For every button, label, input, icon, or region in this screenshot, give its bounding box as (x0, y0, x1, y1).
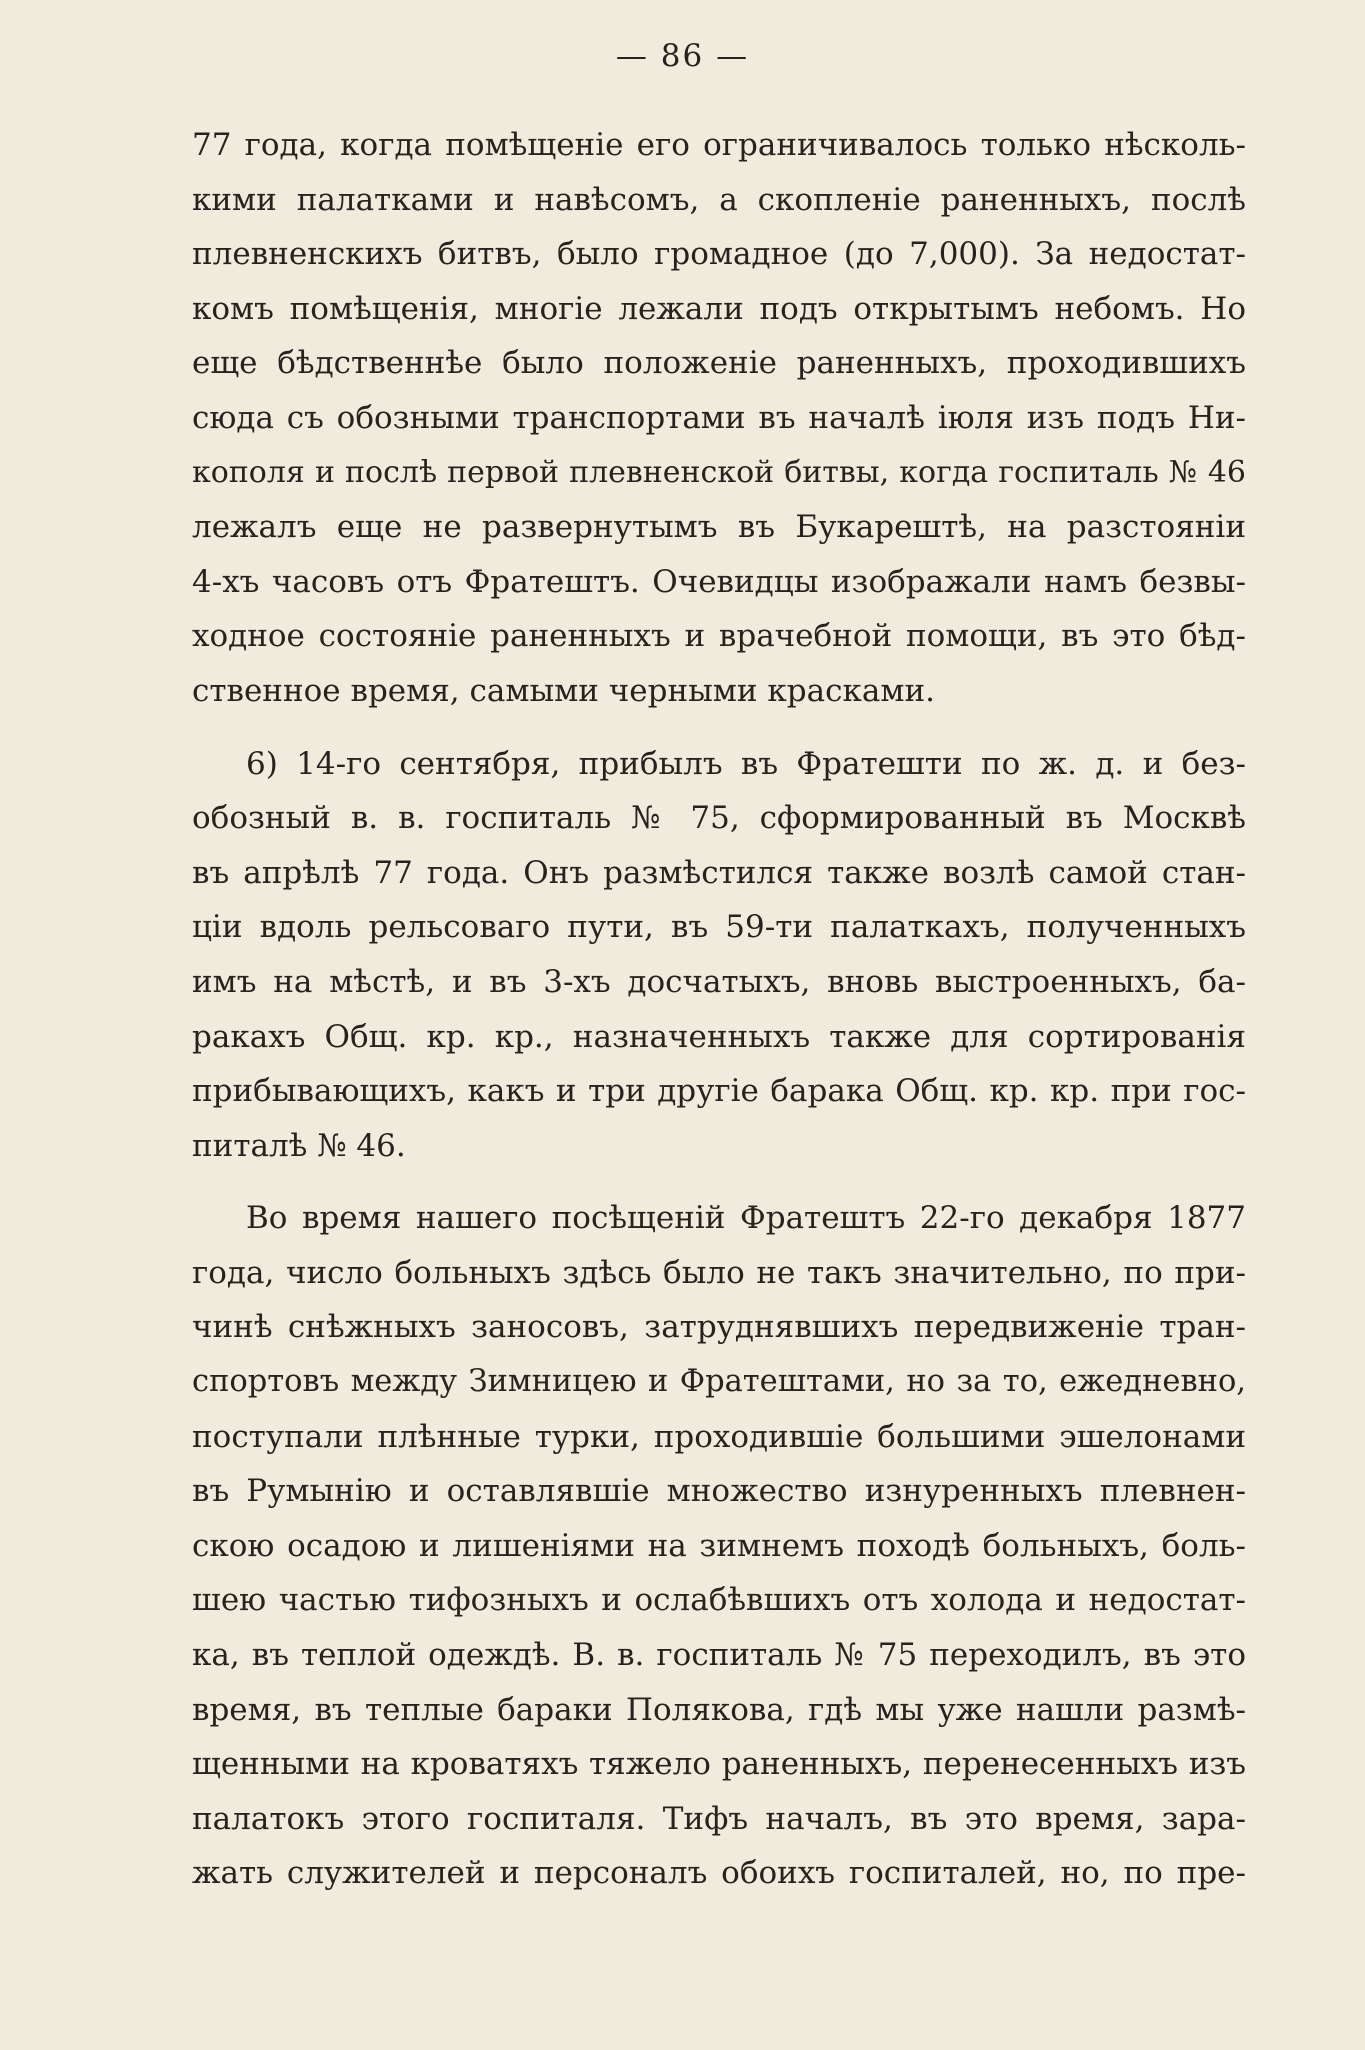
text-line: ціи вдоль рельсоваго пути, въ 59-ти палаткахъ, полученныхъ (192, 909, 1246, 946)
body-text (192, 118, 1246, 1901)
text-line: 77 года, когда помѣщеніе его ограничивалось только нѣсколь- (192, 127, 1246, 163)
text-line: прибывающихъ, какъ и три другіе барака Общ. кр. кр. при гос- (192, 1073, 1246, 1110)
paragraph-1 (192, 118, 1246, 719)
text-line: палатокъ этого госпиталя. Тифъ началъ, въ это время, зара- (192, 1800, 1246, 1837)
text-line: плевненскихъ битвъ, было громадное (до 7,000). За недостат- (192, 236, 1246, 273)
text-line: ракахъ Общ. кр. кр., назначенныхъ также для сортированія (192, 1018, 1246, 1055)
text-line: питалѣ № 46. (192, 1127, 406, 1164)
text-line: ка, въ теплой одеждѣ. В. в. госпиталь № 75 переходилъ, въ это (192, 1637, 1246, 1674)
text-line: ственное время, самыми черными красками. (192, 672, 935, 709)
text-line: еще бѣдственнѣе было положеніе раненныхъ, проходившихъ (192, 345, 1246, 382)
text-line: года, число больныхъ здѣсь было не такъ значительно, по при- (192, 1254, 1246, 1291)
text-line: 6) 14-го сентября, прибылъ въ Фратешти по ж. д. и без- (246, 745, 1246, 782)
text-line: жать служителей и персоналъ обоихъ госпиталей, но, по пре- (192, 1855, 1246, 1892)
text-line: обозный в. в. госпиталь № 75, сформированный въ Москвѣ (192, 800, 1246, 837)
paragraph-3 (192, 1191, 1246, 1901)
text-line: поступали плѣнные турки, проходившіе большими эшелонами (192, 1418, 1246, 1455)
text-line: ходное состояніе раненныхъ и врачебной помощи, въ это бѣд- (192, 618, 1246, 655)
text-line: 4-хъ часовъ отъ Фратештъ. Очевидцы изображали намъ безвы- (192, 563, 1246, 600)
text-line: въ апрѣлѣ 77 года. Онъ размѣстился также возлѣ самой стан- (192, 854, 1246, 891)
text-line: комъ помѣщенія, многіе лежали подъ открытымъ небомъ. Но (192, 290, 1246, 327)
text-line: скою осадою и лишеніями на зимнемъ походѣ больныхъ, боль- (192, 1527, 1246, 1564)
text-line: сюда съ обозными транспортами въ началѣ іюля изъ подъ Ни- (192, 399, 1246, 436)
text-line: чинѣ снѣжныхъ заносовъ, затруднявшихъ передвиженіе тран- (192, 1309, 1246, 1346)
text-line: время, въ теплые бараки Полякова, гдѣ мы уже нашли размѣ- (192, 1691, 1246, 1728)
text-line: щенными на кроватяхъ тяжело раненныхъ, перенесенныхъ изъ (192, 1746, 1246, 1783)
text-line: кими палатками и навѣсомъ, а скопленіе раненныхъ, послѣ (192, 181, 1246, 218)
text-line: кополя и послѣ первой плевненской битвы, когда госпиталь № 46 (192, 454, 1246, 490)
text-line: въ Румынію и оставлявшіе множество изнуренныхъ плевнен- (192, 1473, 1246, 1510)
paragraph-2 (192, 737, 1246, 1174)
text-line: имъ на мѣстѣ, и въ 3-хъ досчатыхъ, вновь выстроенныхъ, ба- (192, 963, 1246, 1000)
text-line: спортовъ между Зимницею и Фратештами, но за то, ежедневно, (192, 1364, 1246, 1400)
text-line: лежалъ еще не развернутымъ въ Букарештѣ, на разстояніи (192, 509, 1246, 546)
text-line: шею частью тифозныхъ и ослабѣвшихъ отъ холода и недостат- (192, 1582, 1246, 1619)
page-number: — 86 — (615, 38, 750, 74)
text-line: Во время нашего посѣщеній Фратештъ 22-го декабря 1877 (246, 1200, 1246, 1237)
